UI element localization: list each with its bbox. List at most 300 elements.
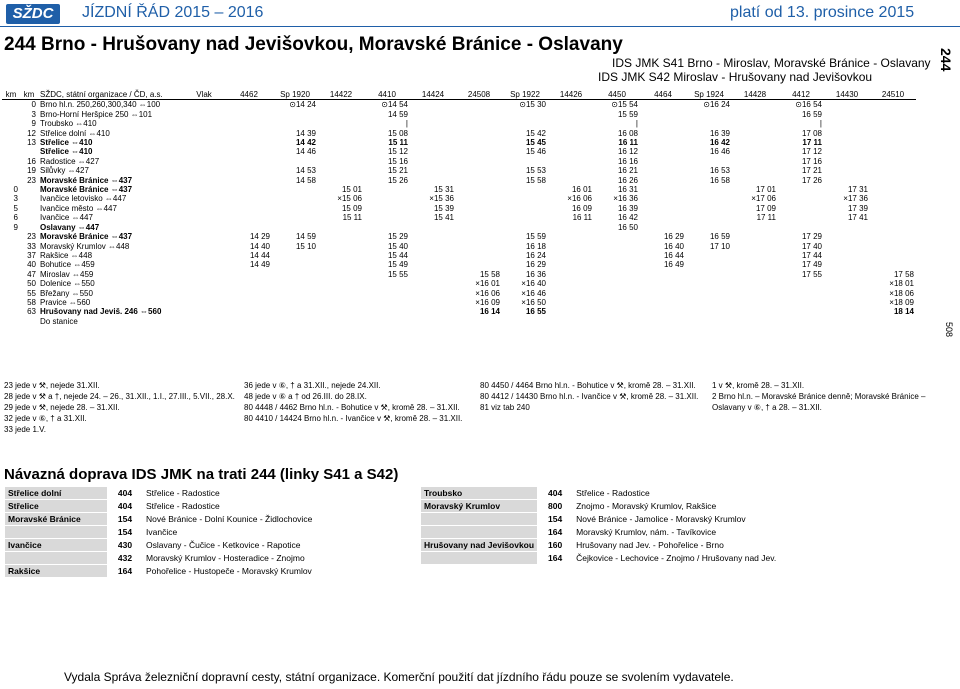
departure-time	[272, 119, 318, 128]
departure-time	[502, 213, 548, 222]
table-row	[2, 119, 916, 128]
departure-time	[824, 166, 870, 175]
departure-time	[778, 317, 824, 326]
station-name: Radostice ⇔427	[40, 156, 100, 166]
note-line: 23 jede v ⚒, nejede 31.XII.	[4, 381, 100, 390]
km-value	[2, 119, 20, 128]
departure-time	[410, 317, 456, 326]
departure-time: 17 55	[801, 269, 822, 279]
table-row	[2, 289, 916, 298]
departure-time	[410, 119, 456, 128]
departure-time	[732, 289, 778, 298]
station-name: Moravský Krumlov ⇔448	[40, 241, 130, 251]
departure-time: 15 31	[433, 185, 454, 195]
departure-time: 16 36	[525, 269, 546, 279]
departure-time	[686, 213, 732, 222]
ids-place: Moravské Bránice	[5, 513, 108, 526]
note-line: 2 Brno hl.n. – Moravské Bránice denně; Moravské Bránice – Oslavany v ⑥, † a 28. – 31.XII.	[712, 392, 926, 412]
departure-time	[824, 157, 870, 166]
departure-time	[824, 138, 870, 147]
station-name: Brno-Horní Heršpice 250 ⇔101	[40, 109, 153, 119]
departure-time	[686, 307, 732, 316]
departure-time: 15 55	[387, 269, 408, 279]
departure-time	[686, 260, 732, 269]
note-line: 1 v ⚒, kromě 28. – 31.XII.	[712, 381, 805, 390]
ids-row	[5, 487, 420, 500]
departure-time	[824, 100, 870, 110]
departure-time	[456, 110, 502, 119]
train-number: 4464	[654, 90, 672, 99]
departure-time: 17 11	[756, 213, 776, 223]
departure-time	[318, 110, 364, 119]
departure-time	[594, 317, 640, 326]
departure-time	[778, 204, 824, 213]
departure-time: 16 46	[709, 147, 730, 157]
departure-time	[226, 307, 272, 316]
departure-time	[686, 251, 732, 260]
departure-time: 17 09	[755, 203, 776, 213]
km-value: 5	[13, 203, 18, 213]
departure-time	[318, 251, 364, 260]
ids-line-number: 154	[108, 526, 143, 539]
departure-time	[594, 289, 640, 298]
ids-place: Hrušovany nad Jevišovkou	[421, 539, 538, 552]
station-name: Bohutice ⇔459	[40, 260, 95, 270]
ids-line-number: 432	[108, 552, 143, 565]
departure-time	[318, 260, 364, 269]
km-value	[2, 279, 20, 288]
departure-time	[502, 185, 548, 194]
szdc-logo: SŽDC	[6, 4, 60, 24]
departure-time	[732, 100, 778, 110]
departure-time	[640, 100, 686, 110]
table-row	[2, 242, 916, 251]
departure-time	[318, 157, 364, 166]
departure-time: 16 31	[617, 185, 638, 195]
km-value	[2, 270, 20, 279]
departure-time	[456, 185, 502, 194]
departure-time	[226, 157, 272, 166]
ids-right	[420, 486, 850, 565]
departure-time	[456, 213, 502, 222]
station-name: Brno hl.n. 250,260,300,340 ⇔100	[40, 100, 161, 110]
departure-time	[870, 166, 916, 175]
departure-time	[364, 194, 410, 203]
departure-time: ×18 06	[889, 288, 914, 298]
ids-route: Střelice - Radostice	[573, 487, 850, 500]
ids-right-table	[420, 486, 850, 565]
departure-time	[318, 289, 364, 298]
departure-time	[502, 204, 548, 213]
departure-time: 15 53	[525, 166, 546, 176]
departure-time: 17 44	[801, 250, 822, 260]
departure-time: 15 21	[387, 166, 408, 176]
departure-time: 15 49	[387, 260, 408, 270]
departure-time	[778, 194, 824, 203]
departure-time: 15 58	[479, 269, 500, 279]
departure-time	[410, 307, 456, 316]
departure-time	[272, 110, 318, 119]
departure-time	[548, 110, 594, 119]
departure-time	[870, 232, 916, 241]
station-name: Do stanice	[40, 316, 78, 326]
departure-time	[824, 119, 870, 128]
departure-time	[640, 185, 686, 194]
departure-time	[778, 185, 824, 194]
km-value: 58	[27, 297, 36, 307]
table-row	[2, 223, 916, 232]
departure-time	[778, 223, 824, 232]
km-value: 37	[27, 250, 36, 260]
train-number: 4450	[608, 90, 626, 99]
table-row	[2, 129, 916, 138]
departure-time	[456, 100, 502, 110]
departure-time	[364, 213, 410, 222]
departure-time	[456, 157, 502, 166]
departure-time	[364, 289, 410, 298]
note-line: 29 jede v ⚒, nejede 28. – 31.XII.	[4, 403, 120, 412]
km-value	[20, 194, 38, 203]
station-name: Dolenice ⇔550	[40, 279, 95, 289]
departure-time	[410, 232, 456, 241]
departure-time	[686, 204, 732, 213]
ids-route: Střelice - Radostice	[143, 500, 420, 513]
departure-time	[548, 176, 594, 185]
table-row	[2, 166, 916, 175]
departure-time	[778, 279, 824, 288]
ids-line-number: 800	[538, 500, 573, 513]
departure-time: ⊙15 54	[611, 100, 638, 110]
departure-time: 15 39	[433, 203, 454, 213]
departure-time	[548, 242, 594, 251]
departure-time	[226, 166, 272, 175]
departure-time	[364, 317, 410, 326]
departure-time	[548, 279, 594, 288]
departure-time: 16 29	[525, 260, 546, 270]
departure-time: 15 41	[433, 213, 454, 223]
departure-time	[410, 110, 456, 119]
departure-time	[870, 194, 916, 203]
departure-time: 16 50	[617, 222, 638, 232]
departure-time: 17 40	[801, 241, 822, 251]
vlak-head: Vlak	[196, 90, 212, 99]
table-row	[2, 260, 916, 269]
departure-time	[686, 110, 732, 119]
ids-line-2: IDS JMK S42 Miroslav - Hrušovany nad Jevišovkou	[598, 70, 873, 84]
departure-time: ⊙15 30	[519, 100, 546, 110]
departure-time: ⊙14 54	[381, 100, 408, 110]
departure-time	[824, 110, 870, 119]
departure-time: ×18 09	[889, 297, 914, 307]
departure-time: ×18 01	[889, 279, 914, 289]
departure-time	[548, 166, 594, 175]
km-value: 16	[27, 156, 36, 166]
departure-time: ×16 36	[613, 194, 638, 204]
departure-time: 15 11	[342, 213, 362, 223]
departure-time: 17 12	[801, 147, 822, 157]
departure-time	[732, 223, 778, 232]
km-value	[20, 223, 38, 232]
departure-time	[778, 298, 824, 307]
station-name: Silůvky ⇔427	[40, 166, 89, 176]
departure-time	[318, 279, 364, 288]
departure-time: 15 26	[387, 175, 408, 185]
departure-time	[226, 185, 272, 194]
note-line: 80 4448 / 4462 Brno hl.n. - Bohutice v ⚒, kromě 28. – 31.XII.	[244, 403, 460, 412]
departure-time: 16 12	[617, 147, 638, 157]
departure-time: 17 49	[801, 260, 822, 270]
departure-time	[548, 138, 594, 147]
departure-time: 16 42	[617, 213, 638, 223]
departure-time: 14 46	[295, 147, 316, 157]
departure-time: 15 11	[388, 138, 408, 148]
departure-time	[548, 289, 594, 298]
ids-place: Moravský Krumlov	[421, 500, 538, 513]
departure-time: 18 14	[893, 307, 914, 317]
departure-time	[640, 307, 686, 316]
departure-time	[594, 232, 640, 241]
station-name: Ivančice ⇔447	[40, 213, 93, 223]
km-value	[2, 147, 20, 156]
km-value	[2, 166, 20, 175]
table-row	[2, 270, 916, 279]
train-number: Sp 1922	[510, 90, 540, 99]
notes-col-3	[480, 380, 705, 413]
km-value	[20, 204, 38, 213]
station-name: Hrušovany nad Jeviš. 246 ⇔560	[40, 307, 162, 317]
departure-time: 15 40	[387, 241, 408, 251]
ids-row	[5, 565, 420, 578]
departure-time: 16 21	[617, 166, 638, 176]
departure-time	[732, 147, 778, 156]
departure-time	[410, 100, 456, 110]
station-name: Střelice ⇔410	[40, 147, 93, 157]
departure-time	[732, 176, 778, 185]
table-row	[2, 213, 916, 222]
departure-time	[226, 317, 272, 326]
table-row	[2, 204, 916, 213]
train-number: 14426	[559, 90, 583, 99]
departure-time	[272, 317, 318, 326]
km-value: 33	[27, 241, 36, 251]
km-value: 23	[27, 175, 36, 185]
departure-time	[640, 279, 686, 288]
timetable-grid	[2, 90, 916, 326]
departure-time	[272, 279, 318, 288]
km-value: 6	[13, 213, 18, 223]
departure-time: 15 29	[387, 232, 408, 242]
note-line: 48 jede v ⑥ a † od 26.III. do 28.IX.	[244, 392, 367, 401]
departure-time	[870, 157, 916, 166]
ids-row	[5, 552, 420, 565]
departure-time	[824, 279, 870, 288]
departure-time	[640, 223, 686, 232]
departure-time	[456, 138, 502, 147]
departure-time	[732, 317, 778, 326]
train-number: 4410	[378, 90, 396, 99]
header-divider	[0, 26, 960, 27]
table-row	[2, 185, 916, 194]
departure-time	[686, 317, 732, 326]
departure-time	[318, 317, 364, 326]
km-value	[20, 147, 38, 156]
departure-time	[410, 129, 456, 138]
ids-row	[5, 500, 420, 513]
station-name: Ivančice město ⇔447	[40, 203, 117, 213]
note-line: 33 jede 1.V.	[4, 425, 46, 434]
departure-time	[272, 213, 318, 222]
departure-time: 14 40	[249, 241, 270, 251]
notes-col-1	[4, 380, 244, 435]
ids-row	[421, 526, 850, 539]
km-value: 0	[31, 100, 36, 110]
departure-time	[732, 242, 778, 251]
station-name: Břežany ⇔550	[40, 288, 93, 298]
departure-time: 17 01	[755, 185, 776, 195]
departure-time: ×16 06	[567, 194, 592, 204]
ids-row	[421, 500, 850, 513]
departure-time	[732, 119, 778, 128]
table-row	[2, 110, 916, 119]
train-number: 24510	[881, 90, 905, 99]
departure-time: |	[405, 119, 408, 129]
departure-time	[870, 223, 916, 232]
ids-row	[421, 539, 850, 552]
ids-route: Pohořelice - Hustopeče - Moravský Krumlov	[143, 565, 420, 578]
departure-time	[272, 185, 318, 194]
departure-time	[456, 223, 502, 232]
departure-time	[226, 298, 272, 307]
departure-time: 16 39	[617, 203, 638, 213]
departure-time	[410, 270, 456, 279]
ids-place	[421, 552, 538, 565]
ids-route: Střelice - Radostice	[143, 487, 420, 500]
ids-route: Oslavany - Čučice - Ketkovice - Rapotice	[143, 539, 420, 552]
departure-time	[548, 270, 594, 279]
departure-time: ⊙16 24	[703, 100, 730, 110]
ids-route: Nové Bránice - Jamolice - Moravský Krumlov	[573, 513, 850, 526]
departure-time	[364, 298, 410, 307]
departure-time: 15 12	[387, 147, 408, 157]
km-value	[2, 176, 20, 185]
departure-time	[870, 110, 916, 119]
ids-row	[421, 487, 850, 500]
departure-time	[640, 289, 686, 298]
km-value	[2, 289, 20, 298]
km-value: 12	[27, 128, 36, 138]
ids-line-number: 430	[108, 539, 143, 552]
departure-time: 16 11	[572, 213, 592, 223]
departure-time: 14 53	[295, 166, 316, 176]
departure-time	[732, 307, 778, 316]
operator-head: SŽDC, státní organizace / ČD, a.s.	[40, 90, 163, 99]
departure-time: 16 16	[617, 156, 638, 166]
km2-head: km	[23, 90, 35, 99]
km-value: 3	[13, 194, 18, 204]
ids-place	[5, 526, 108, 539]
table-row	[2, 176, 916, 185]
departure-time: ×17 06	[751, 194, 776, 204]
departure-time	[410, 279, 456, 288]
departure-time: 16 58	[709, 175, 730, 185]
km-value: 50	[27, 279, 36, 289]
km-value	[2, 129, 20, 138]
departure-time	[226, 129, 272, 138]
departure-time	[686, 298, 732, 307]
departure-time	[824, 251, 870, 260]
departure-time: ×16 01	[475, 279, 500, 289]
departure-time	[824, 260, 870, 269]
station-name: Moravské Bránice ⇔437	[40, 232, 133, 242]
km-value: 63	[27, 307, 36, 317]
ids-line-number: 404	[108, 487, 143, 500]
departure-time	[640, 147, 686, 156]
departure-time	[318, 119, 364, 128]
departure-time	[318, 223, 364, 232]
side-number: 244	[938, 48, 954, 72]
departure-time	[272, 289, 318, 298]
ids-route: Ivančice	[143, 526, 420, 539]
departure-time	[640, 129, 686, 138]
departure-time	[686, 289, 732, 298]
departure-time	[226, 110, 272, 119]
departure-time: 17 16	[801, 156, 822, 166]
departure-time: 15 09	[341, 203, 362, 213]
note-line: 80 4450 / 4464 Brno hl.n. - Bohutice v ⚒, kromě 28. – 31.XII.	[480, 381, 696, 390]
departure-time	[824, 223, 870, 232]
ids-line-number: 164	[538, 552, 573, 565]
station-name: Rakšice ⇔448	[40, 250, 93, 260]
departure-time	[548, 129, 594, 138]
departure-time	[548, 251, 594, 260]
departure-time	[502, 194, 548, 203]
train-number: Sp 1920	[280, 90, 310, 99]
departure-time	[870, 176, 916, 185]
departure-time	[318, 232, 364, 241]
departure-time	[318, 298, 364, 307]
ids-place: Střelice	[5, 500, 108, 513]
ids-line-number: 160	[538, 539, 573, 552]
departure-time	[226, 147, 272, 156]
departure-time	[318, 100, 364, 110]
departure-time	[824, 298, 870, 307]
ids-row	[421, 552, 850, 565]
table-row	[2, 251, 916, 260]
departure-time	[364, 279, 410, 288]
ids-place: Troubsko	[421, 487, 538, 500]
ids-row	[5, 526, 420, 539]
departure-time	[686, 194, 732, 203]
table-row	[2, 307, 916, 316]
departure-time	[456, 260, 502, 269]
departure-time	[410, 157, 456, 166]
departure-time: 16 24	[525, 250, 546, 260]
km-value	[2, 242, 20, 251]
departure-time: 16 01	[571, 185, 592, 195]
ids-line-1: IDS JMK S41 Brno - Miroslav, Moravské Bránice - Oslavany	[612, 56, 931, 70]
departure-time: ×16 46	[521, 288, 546, 298]
notes-col-2	[244, 380, 474, 424]
departure-time: 16 40	[663, 241, 684, 251]
validity: platí od 13. prosince 2015	[730, 4, 915, 21]
table-row	[2, 147, 916, 156]
departure-time	[548, 260, 594, 269]
departure-time	[410, 289, 456, 298]
departure-time	[732, 260, 778, 269]
table-row	[2, 194, 916, 203]
km-value	[2, 110, 20, 119]
departure-time	[870, 129, 916, 138]
